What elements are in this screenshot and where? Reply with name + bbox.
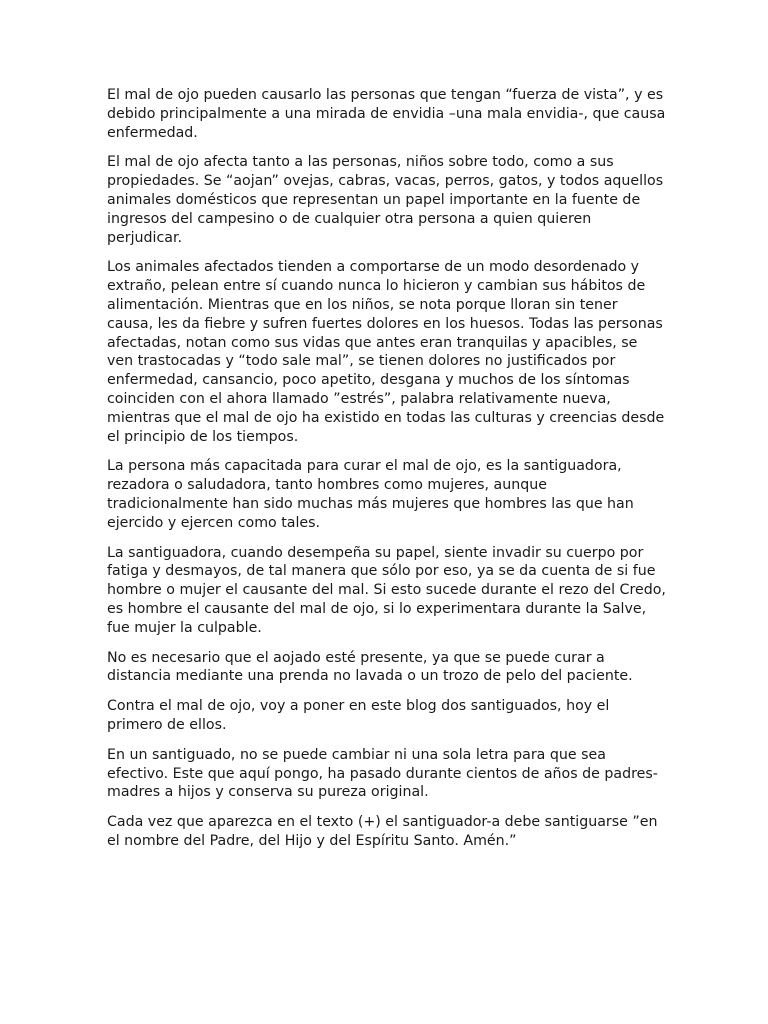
paragraph-3: Los animales afectados tienden a comportarse de un modo desordenado y extraño, pelean entre sí cuando nunca lo hicieron y cambian sus hábitos de alimentación. Mientras que en los niños, se nota porque lloran sin tener causa, les da fiebre y sufren fuertes dolores en los huesos. Todas las personas afectadas, notan como sus vidas que antes eran tranquilas y apacibles, se ven trastocadas y “todo sale mal”, se tienen dolores no justificados por enfermedad, cansancio, poco apetito, desgana y muchos de los síntomas coinciden con el ahora llamado ”estrés”, palabra relativamente nueva, mientras que el mal de ojo ha existido en todas las culturas y creencias desde el principio de los tiempos. [107,259,665,445]
paragraph-2: El mal de ojo afecta tanto a las personas, niños sobre todo, como a sus propiedades. Se “aojan” ovejas, cabras, vacas, perros, gatos, y todos aquellos animales domésticos que representan un papel importante en la fuente de ingresos del campesino o de cualquier otra persona a quien quieren perjudicar. [107,154,664,246]
paragraph-7: Contra el mal de ojo, voy a poner en este blog dos santiguados, hoy el primero de ellos. [107,698,610,733]
paragraph-4: La persona más capacitada para curar el mal de ojo, es la santiguadora, rezadora o saludadora, tanto hombres como mujeres, aunque tradicionalmente han sido muchas más mujeres que hombres las que han ejercido y ejercen como tales. [107,458,634,531]
paragraph-8: En un santiguado, no se puede cambiar ni una sola letra para que sea efectivo. Este que aquí pongo, ha pasado durante cientos de años de padres-madres a hijos y conserva su pureza original. [107,746,658,801]
paragraph-1: El mal de ojo pueden causarlo las personas que tengan “fuerza de vista”, y es debido principalmente a una mirada de envidia –una mala envidia-, que causa enfermedad. [107,87,666,141]
paragraph-9: Cada vez que aparezca en el texto (+) el santiguador-a debe santiguarse ”en el nombre del Padre, del Hijo y del Espíritu Santo. Amén.” [107,814,658,849]
paragraph-5: La santiguadora, cuando desempeña su papel, siente invadir su cuerpo por fatiga y desmayos, de tal manera que sólo por eso, ya se da cuenta de si fue hombre o mujer el causante del mal. Si esto sucede durante el rezo del Credo, es hombre el causante del mal de ojo, si lo experimentara durante la Salve, fue mujer la culpable. [107,544,666,636]
document-page [107,86,667,862]
paragraph-6: No es necesario que el aojado esté presente, ya que se puede curar a distancia mediante una prenda no lavada o un trozo de pelo del paciente. [107,649,633,685]
